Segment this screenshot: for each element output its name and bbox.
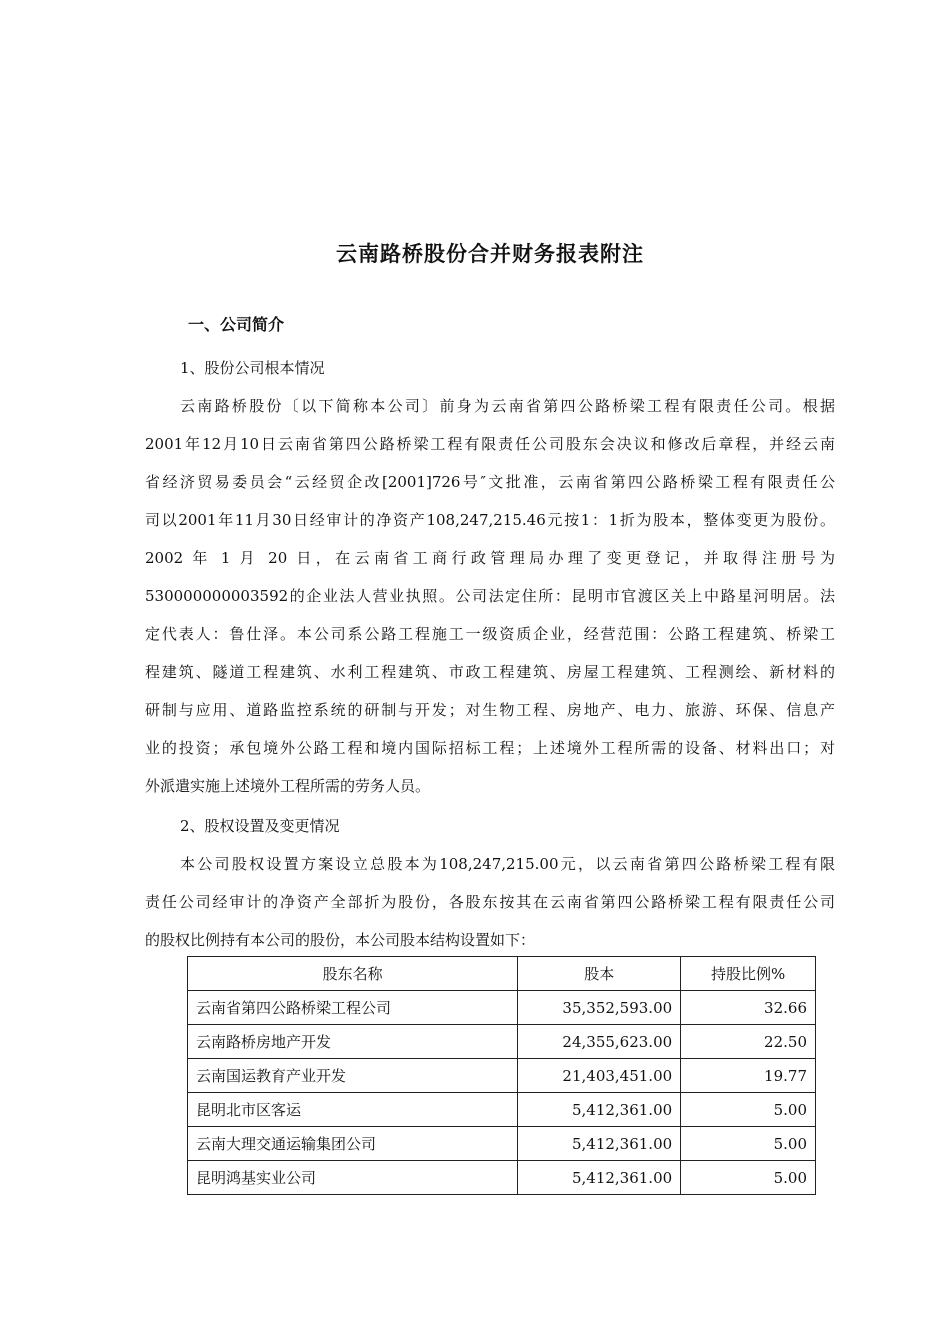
cell-holding-ratio: 5.00 [681, 1127, 816, 1161]
table-row [188, 1093, 816, 1127]
cell-shareholder-name: 昆明鸿基实业公司 [188, 1161, 518, 1195]
paragraph-line: 的股权比例持有本公司的股份，本公司股本结构设置如下： [145, 931, 536, 949]
cell-share-capital: 24,355,623.00 [518, 1025, 681, 1059]
cell-share-capital: 21,403,451.00 [518, 1059, 681, 1093]
paragraph-line: 530000000003592的企业法人营业执照。公司法定住所：昆明市官渡区关上中路星河明居。法 [145, 587, 835, 605]
section-heading: 一、公司简介 [188, 315, 285, 334]
subsection-heading-equity: 2、股权设置及变更情况 [180, 817, 340, 835]
cell-share-capital: 5,412,361.00 [518, 1161, 681, 1195]
cell-holding-ratio: 32.66 [681, 991, 816, 1025]
table-row [188, 1025, 816, 1059]
cell-shareholder-name: 昆明北市区客运 [188, 1093, 518, 1127]
table-header-row [188, 957, 816, 991]
cell-shareholder-name: 云南国运教育产业开发 [188, 1059, 518, 1093]
cell-holding-ratio: 5.00 [681, 1161, 816, 1195]
cell-shareholder-name: 云南路桥房地产开发 [188, 1025, 518, 1059]
paragraph-line: 省经济贸易委员会“云经贸企改[2001]726号″文批准，云南省第四公路桥梁工程有限责任公 [145, 473, 835, 491]
cell-share-capital: 35,352,593.00 [518, 991, 681, 1025]
cell-shareholder-name: 云南大理交通运输集团公司 [188, 1127, 518, 1161]
header-holding-ratio: 持股比例% [681, 957, 816, 991]
paragraph-line: 责任公司经审计的净资产全部折为股份，各股东按其在云南省第四公路桥梁工程有限责任公司 [145, 893, 835, 911]
header-shareholder-name: 股东名称 [188, 957, 518, 991]
table-row [188, 1161, 816, 1195]
table-row [188, 1127, 816, 1161]
document-title: 云南路桥股份合并财务报表附注 [336, 242, 644, 266]
paragraph-line: 本公司股权设置方案设立总股本为108,247,215.00元，以云南省第四公路桥梁工程有限 [180, 855, 835, 873]
paragraph-line: 外派遣实施上述境外工程所需的劳务人员。 [145, 777, 431, 795]
cell-share-capital: 5,412,361.00 [518, 1093, 681, 1127]
paragraph-line: 2001年12月10日云南省第四公路桥梁工程有限责任公司股东会决议和修改后章程，并经云南 [145, 435, 835, 453]
cell-holding-ratio: 5.00 [681, 1093, 816, 1127]
paragraph-line: 定代表人：鲁仕泽。本公司系公路工程施工一级资质企业，经营范围：公路工程建筑、桥梁工 [145, 625, 835, 643]
table-row [188, 991, 816, 1025]
header-share-capital: 股本 [518, 957, 681, 991]
shareholder-table [187, 956, 816, 1195]
cell-shareholder-name: 云南省第四公路桥梁工程公司 [188, 991, 518, 1025]
paragraph-line: 业的投资；承包境外公路工程和境内国际招标工程；上述境外工程所需的设备、材料出口；对 [145, 739, 835, 757]
cell-holding-ratio: 19.77 [681, 1059, 816, 1093]
paragraph-line: 2002 年 1 月 20 日，在云南省工商行政管理局办理了变更登记，并取得注册号为 [145, 549, 835, 567]
cell-holding-ratio: 22.50 [681, 1025, 816, 1059]
paragraph-line: 程建筑、隧道工程建筑、水利工程建筑、市政工程建筑、房屋工程建筑、工程测绘、新材料的 [145, 663, 835, 681]
table-row [188, 1059, 816, 1093]
paragraph-line: 司以2001年11月30日经审计的净资产108,247,215.46元按1：1折为股本，整体变更为股份。 [145, 511, 835, 529]
paragraph-line: 云南路桥股份〔以下简称本公司〕前身为云南省第四公路桥梁工程有限责任公司。根据 [180, 397, 835, 415]
cell-share-capital: 5,412,361.00 [518, 1127, 681, 1161]
paragraph-line: 研制与应用、道路监控系统的研制与开发；对生物工程、房地产、电力、旅游、环保、信息产 [145, 701, 835, 719]
subsection-heading-basic-info: 1、股份公司根本情况 [180, 359, 325, 377]
